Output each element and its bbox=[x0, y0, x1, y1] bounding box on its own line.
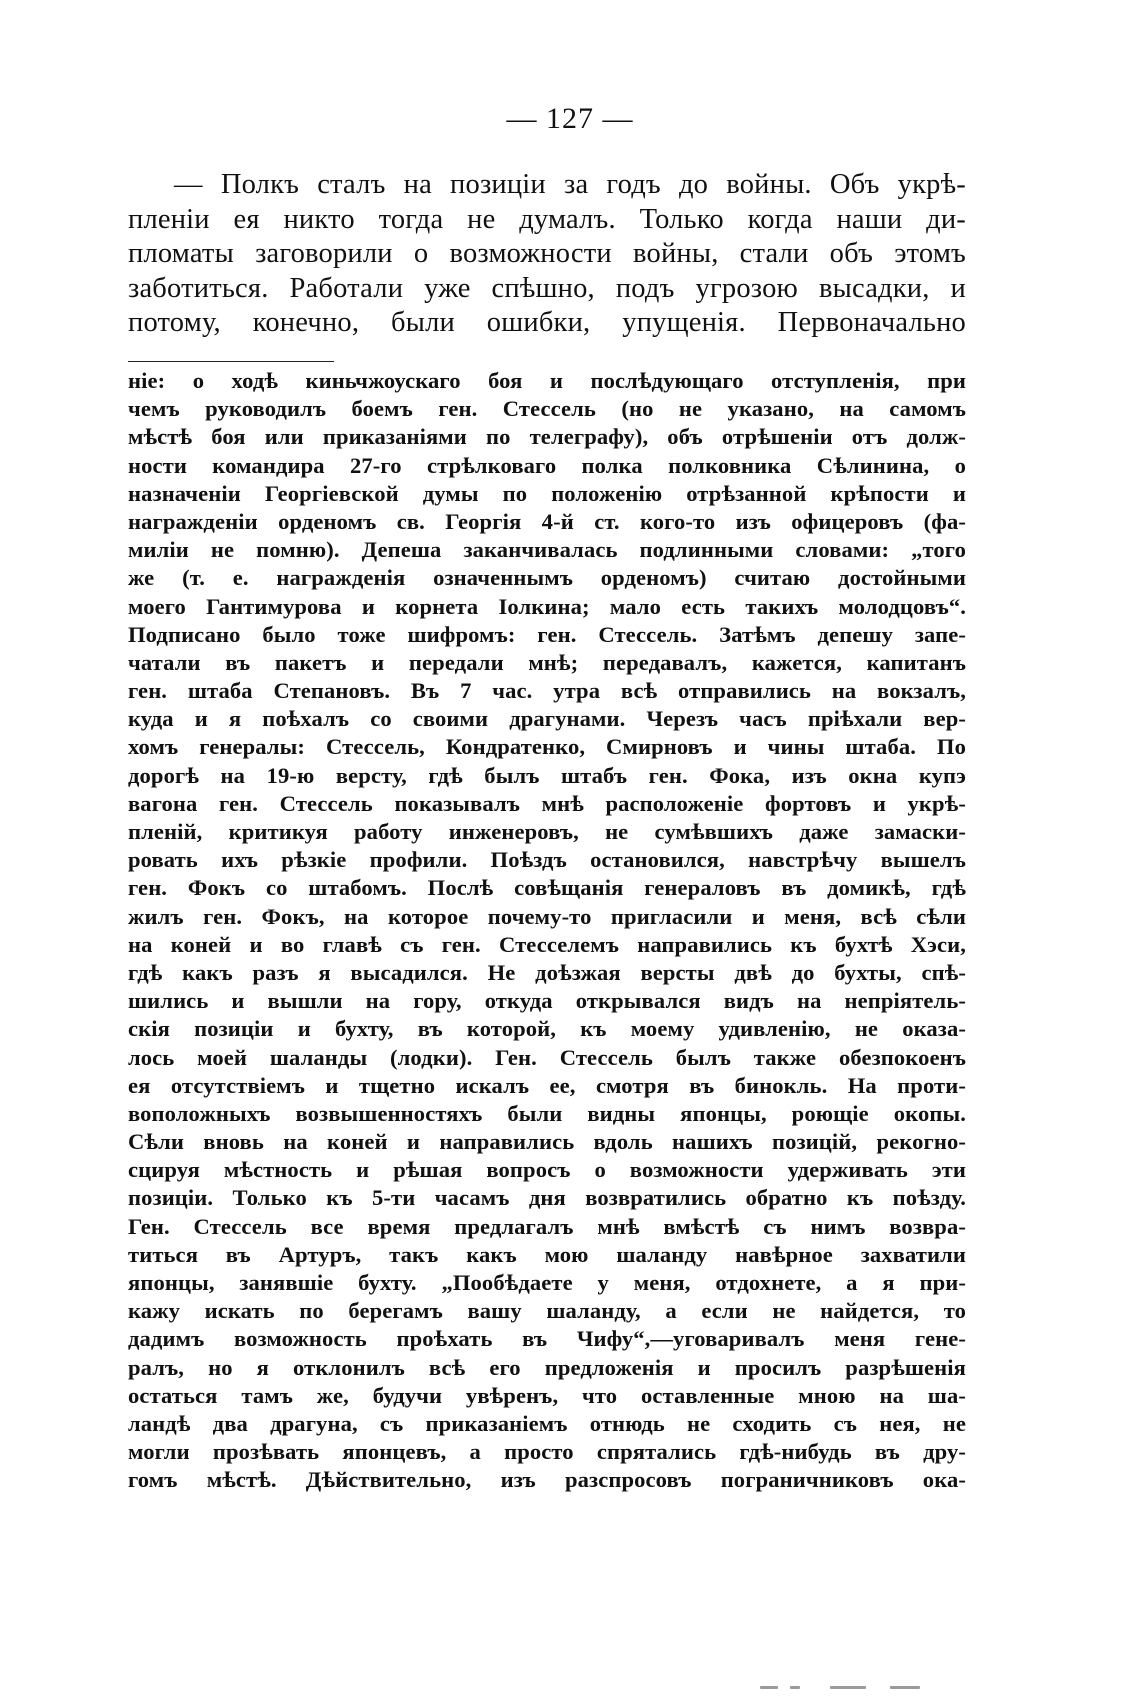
footnote-line: остаться тамъ же, будучи увѣренъ, что оставленные мною на ша- bbox=[128, 1382, 966, 1408]
footnote-line: гомъ мѣстѣ. Дѣйствительно, изъ разспросовъ пограничниковъ ока- bbox=[128, 1467, 966, 1493]
main-text-line: потому, конечно, были ошибки, упущенія. Первоначально bbox=[128, 307, 966, 338]
footnote-line: воположныхъ возвышенностяхъ были видны японцы, роющіе окопы. bbox=[128, 1100, 966, 1126]
footnote-line: мѣстѣ боя или приказаніями по телеграфу), объ отрѣшеніи отъ долж- bbox=[128, 424, 966, 450]
footnote-divider bbox=[128, 361, 334, 362]
footnote-line: же (т. е. награжденія означеннымъ орденомъ) считаю достойными bbox=[128, 565, 966, 591]
footnote-line: шились и вышли на гору, откуда открывался видъ на непріятель- bbox=[128, 988, 966, 1014]
footnote-line: лось моей шаланды (лодки). Ген. Стессель былъ также обезпокоенъ bbox=[128, 1044, 966, 1070]
footnote-line: дорогѣ на 19-ю версту, гдѣ былъ штабъ ген. Фока, изъ окна купэ bbox=[128, 762, 966, 788]
footnote-line: моего Гантимурова и корнета Іолкина; мало есть такихъ молодцовъ“. bbox=[128, 593, 966, 619]
footnote-line: гдѣ какъ разъ я высадился. Не доѣзжая версты двѣ до бухты, спѣ- bbox=[128, 959, 966, 985]
footnote-line: хомъ генералы: Стессель, Кондратенко, Смирновъ и чины штаба. По bbox=[128, 734, 966, 760]
footnote-line: позиціи. Только къ 5-ти часамъ дня возвратились обратно къ поѣзду. bbox=[128, 1185, 966, 1211]
footnote-line: японцы, занявшіе бухту. „Пообѣдаете у меня, отдохнете, а я при- bbox=[128, 1270, 966, 1295]
footnote-line: ландѣ два драгуна, съ приказаніемъ отнюдь не сходить съ нея, не bbox=[128, 1410, 966, 1436]
footnote-line: назначеніи Георгіевской думы по положенію отрѣзанной крѣпости и bbox=[128, 480, 966, 506]
footnote bbox=[128, 367, 966, 1495]
footnote-line: ніе: о ходѣ киньчжоускаго боя и послѣдующаго отступленія, при bbox=[128, 368, 966, 393]
footnote-line: ея отсутствіемъ и тщетно искалъ ее, смотря въ бинокль. На проти- bbox=[128, 1072, 966, 1098]
main-text-line: пленіи ея никто тогда не думалъ. Только когда наши ди- bbox=[128, 203, 966, 235]
footnote-line: Ген. Стессель все время предлагалъ мнѣ вмѣстѣ съ нимъ возвра- bbox=[128, 1213, 966, 1239]
page-number: — 127 — bbox=[506, 102, 634, 135]
footnote-line: могли прозѣвать японцевъ, а просто спрятались гдѣ-нибудь въ дру- bbox=[128, 1439, 966, 1465]
footnote-line: пленій, критикуя работу инженеровъ, не сумѣвшихъ даже замаски- bbox=[128, 819, 966, 844]
footnote-line: награжденіи орденомъ св. Георгія 4-й ст. кого-то изъ офицеровъ (фа- bbox=[128, 508, 966, 534]
footnote-line: куда и я поѣхалъ со своими драгунами. Черезъ часъ пріѣхали вер- bbox=[128, 706, 966, 732]
footnote-line: чемъ руководилъ боемъ ген. Стессель (но не указано, на самомъ bbox=[128, 396, 966, 422]
footnote-line: миліи не помню). Депеша заканчивалась подлинными словами: „того bbox=[128, 537, 966, 563]
footnote-line: скія позиціи и бухту, въ которой, къ моему удивленію, не оказа- bbox=[128, 1016, 966, 1042]
footnote-line: чатали въ пакетъ и передали мнѣ; передавалъ, кажется, капитанъ bbox=[128, 649, 966, 675]
footnote-line: ген. штаба Степановъ. Въ 7 час. утра всѣ отправились на вокзалъ, bbox=[128, 678, 966, 704]
footnote-line: ности командира 27-го стрѣлковаго полка полковника Сѣлинина, о bbox=[128, 452, 966, 478]
main-text bbox=[128, 168, 966, 341]
footnote-line: ралъ, но я отклонилъ всѣ его предложенія и просилъ разрѣшенія bbox=[128, 1354, 966, 1380]
footnote-line: на коней и во главѣ съ ген. Стесселемъ направились къ бухтѣ Хэси, bbox=[128, 931, 966, 957]
footnote-line: титься въ Артуръ, такъ какъ мою шаланду навѣрное захватили bbox=[128, 1241, 966, 1267]
footnote-line: дадимъ возможность проѣхать въ Чифу“,—уговаривалъ меня генe- bbox=[128, 1326, 966, 1352]
footnote-line: жилъ ген. Фокъ, на которое почему-то пригласили и меня, всѣ сѣли bbox=[128, 903, 966, 929]
footnote-line: Сѣли вновь на коней и направились вдоль нашихъ позицій, рекогно- bbox=[128, 1129, 966, 1155]
main-text-line: заботиться. Работали уже спѣшно, подъ угрозою высадки, и bbox=[128, 272, 966, 304]
main-text-line: пломаты заговорили о возможности войны, стали объ этомъ bbox=[128, 238, 966, 269]
footnote-line: сцируя мѣстность и рѣшая вопросъ о возможности удерживать эти bbox=[128, 1157, 966, 1183]
scan-artifact-marks bbox=[760, 1686, 960, 1694]
main-text-line: — Полкъ сталъ на позиціи за годъ до войны. Объ укрѣ- bbox=[174, 169, 966, 200]
footnote-line: вагона ген. Стессель показывалъ мнѣ расположеніе фортовъ и укрѣ- bbox=[128, 790, 966, 816]
footnote-line: ген. Фокъ со штабомъ. Послѣ совѣщанія генераловъ въ домикѣ, гдѣ bbox=[128, 875, 966, 901]
footnote-line: Подписано было тоже шифромъ: ген. Стессель. Затѣмъ депешу запе- bbox=[128, 621, 966, 647]
footnote-line: кажу искать по берегамъ вашу шаланду, а если не найдется, то bbox=[128, 1298, 966, 1324]
footnote-line: ровать ихъ рѣзкіе профили. Поѣздъ остановился, навстрѣчу вышелъ bbox=[128, 847, 966, 873]
